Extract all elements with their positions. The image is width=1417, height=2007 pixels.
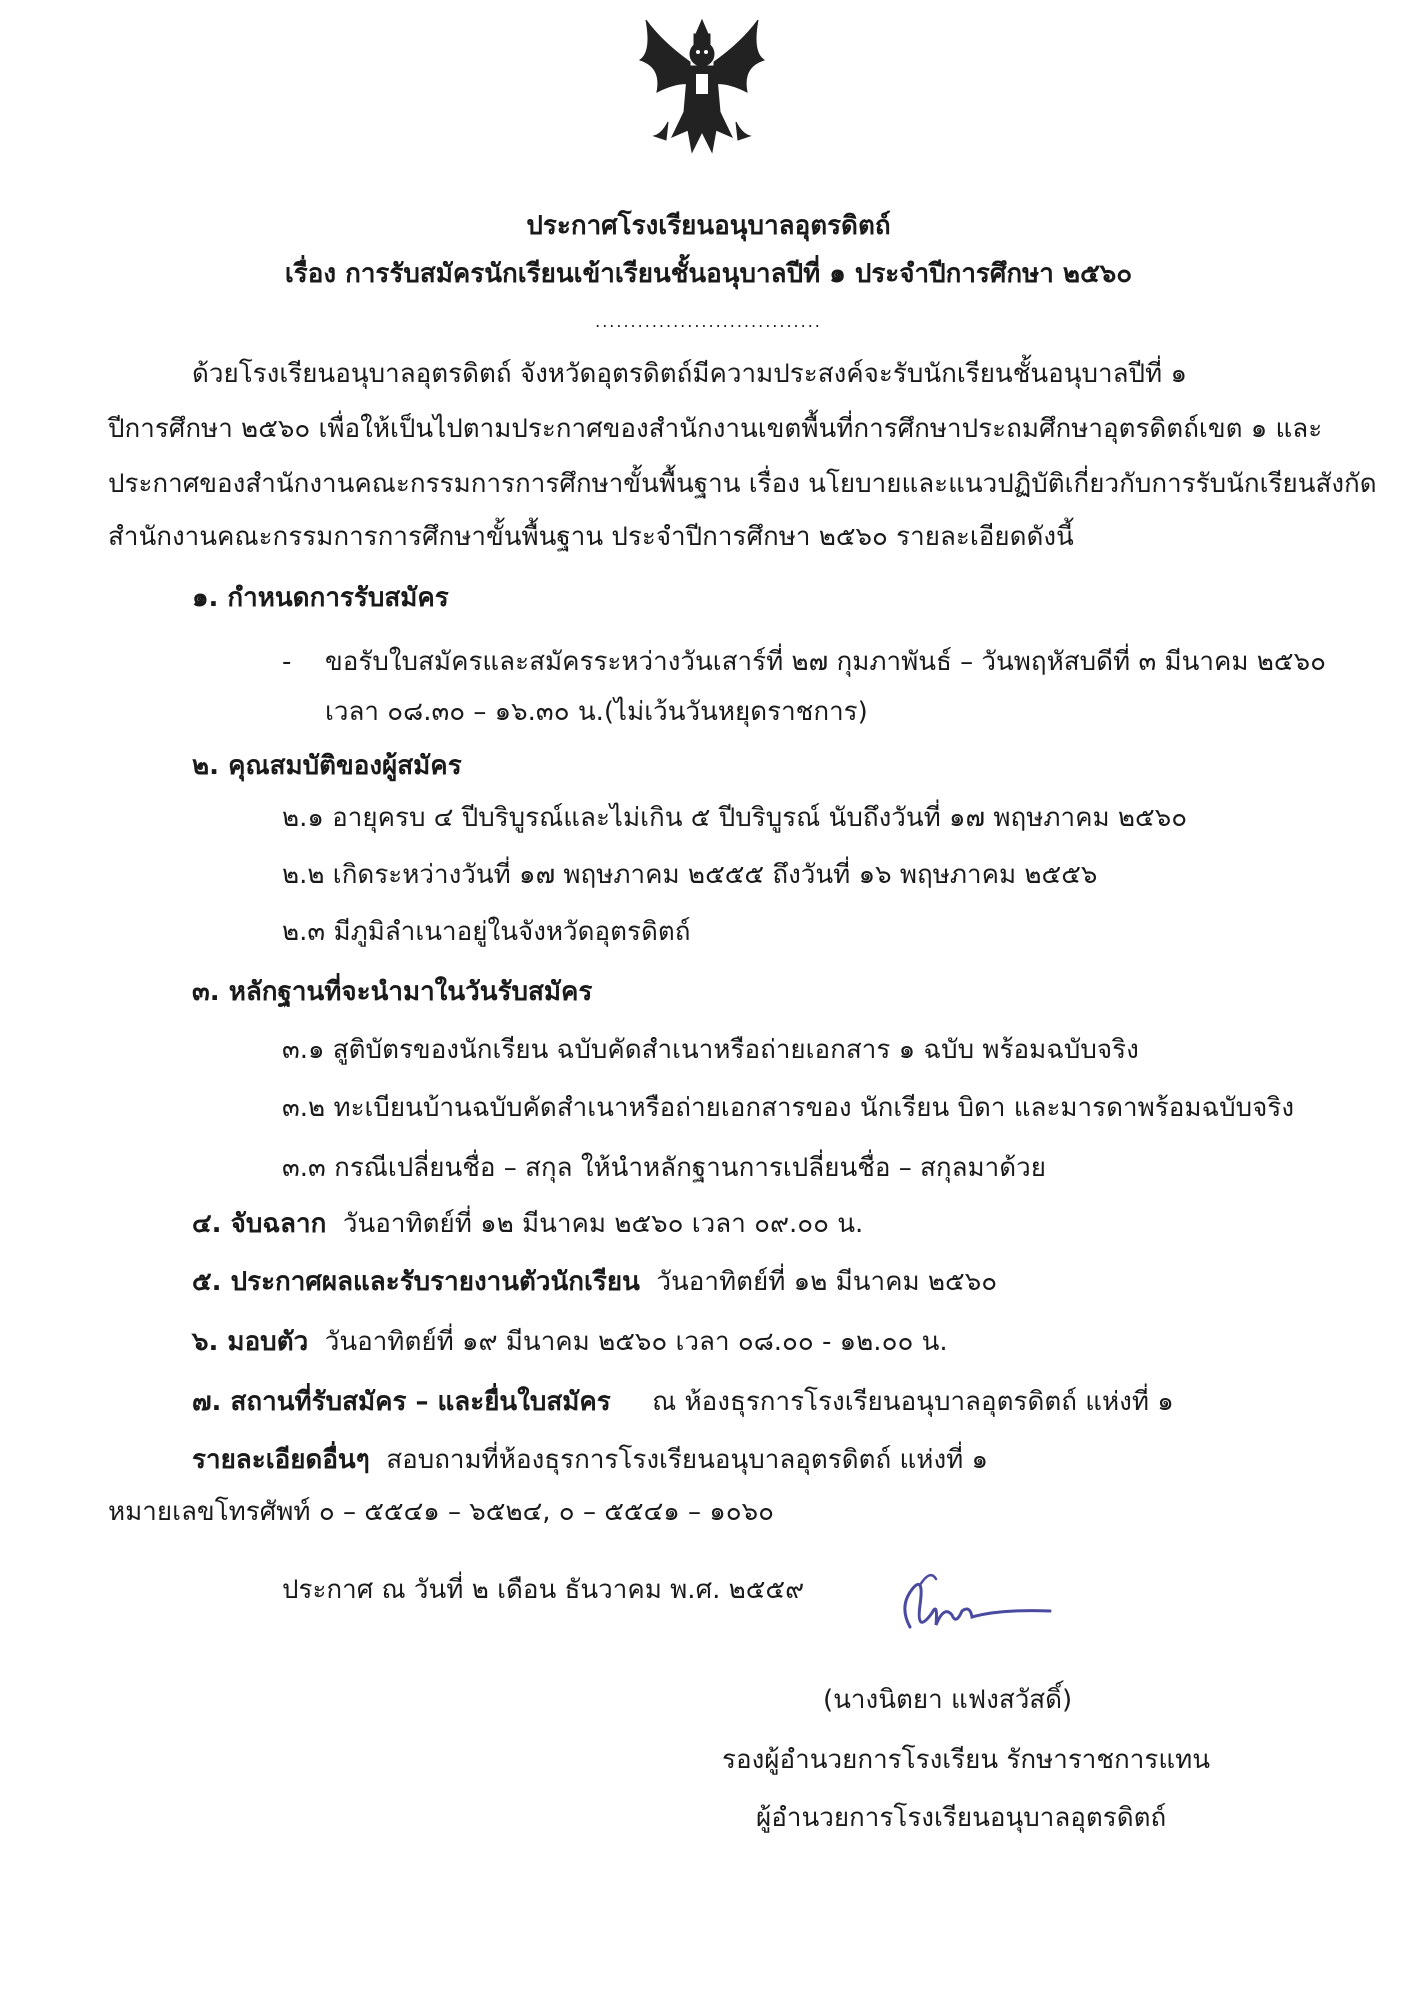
- section-1-line-1: ขอรับใบสมัครและสมัครระหว่างวันเสาร์ที่ ๒๗ กุมภาพันธ์ – วันพฤหัสบดีที่ ๓ มีนาคม ๒๕๖๐: [325, 647, 1326, 677]
- section-1-heading: ๑. กำหนดการรับสมัคร: [192, 583, 449, 613]
- signatory-name: (นางนิตยา แฟงสวัสดิ์): [823, 1685, 1073, 1715]
- section-6: [192, 1324, 948, 1360]
- section-4: [192, 1206, 863, 1242]
- garuda-emblem-icon: [632, 12, 772, 162]
- details-heading: รายละเอียดอื่นๆ: [192, 1445, 370, 1475]
- header-divider: ................................: [595, 312, 822, 331]
- announce-date: ประกาศ ณ วันที่ ๒ เดือน ธันวาคม พ.ศ. ๒๕๕๙: [282, 1575, 805, 1605]
- section-4-text: วันอาทิตย์ที่ ๑๒ มีนาคม ๒๕๖๐ เวลา ๐๙.๐๐ น.: [342, 1209, 864, 1239]
- section-3-item: ๓.๑ สูติบัตรของนักเรียน ฉบับคัดสำเนาหรือถ่ายเอกสาร ๑ ฉบับ พร้อมฉบับจริง: [282, 1035, 1139, 1065]
- section-2-item: ๒.๑ อายุครบ ๔ ปีบริบูรณ์และไม่เกิน ๕ ปีบริบูรณ์ นับถึงวันที่ ๑๗ พฤษภาคม ๒๕๖๐: [282, 803, 1188, 833]
- section-5: [192, 1264, 997, 1300]
- section-7-heading: ๗. สถานที่รับสมัคร – และยื่นใบสมัคร: [192, 1387, 611, 1417]
- details-phone: หมายเลขโทรศัพท์ ๐ – ๕๕๔๑ – ๖๕๒๔, ๐ – ๕๕๔๑ – ๑๐๖๐: [108, 1497, 775, 1527]
- intro-line-2: ปีการศึกษา ๒๕๖๐ เพื่อให้เป็นไปตามประกาศของสำนักงานเขตพื้นที่การศึกษาประถมศึกษาอุตรดิตถ์เขต ๑ และ: [108, 414, 1323, 444]
- section-5-text: วันอาทิตย์ที่ ๑๒ มีนาคม ๒๕๖๐: [656, 1267, 998, 1297]
- section-1-line-2: เวลา ๐๘.๓๐ – ๑๖.๓๐ น.(ไม่เว้นวันหยุดราชการ): [325, 697, 868, 727]
- page-title: ประกาศโรงเรียนอนุบาลอุตรดิตถ์: [526, 211, 891, 241]
- section-6-text: วันอาทิตย์ที่ ๑๙ มีนาคม ๒๕๖๐ เวลา ๐๘.๐๐ - ๑๒.๐๐ น.: [324, 1327, 948, 1357]
- details-line: [192, 1442, 988, 1478]
- page-subject: เรื่อง การรับสมัครนักเรียนเข้าเรียนชั้นอนุบาลปีที่ ๑ ประจำปีการศึกษา ๒๕๖๐: [284, 259, 1133, 289]
- section-3-heading: ๓. หลักฐานที่จะนำมาในวันรับสมัคร: [192, 977, 593, 1007]
- intro-line-4: สำนักงานคณะกรรมการการศึกษาขั้นพื้นฐาน ประจำปีการศึกษา ๒๕๖๐ รายละเอียดดังนี้: [108, 522, 1074, 552]
- details-text: สอบถามที่ห้องธุรการโรงเรียนอนุบาลอุตรดิตถ์ แห่งที่ ๑: [386, 1445, 989, 1475]
- section-3-item: ๓.๓ กรณีเปลี่ยนชื่อ – สกุล ให้นำหลักฐานการเปลี่ยนชื่อ – สกุลมาด้วย: [282, 1153, 1047, 1183]
- section-3-item: ๓.๒ ทะเบียนบ้านฉบับคัดสำเนาหรือถ่ายเอกสารของ นักเรียน บิดา และมารดาพร้อมฉบับจริง: [282, 1093, 1295, 1123]
- section-5-heading: ๕. ประกาศผลและรับรายงานตัวนักเรียน: [192, 1267, 640, 1297]
- signatory-position-1: รองผู้อำนวยการโรงเรียน รักษาราชการแทน: [722, 1745, 1211, 1775]
- section-2-item: ๒.๓ มีภูมิลำเนาอยู่ในจังหวัดอุตรดิตถ์: [282, 917, 691, 947]
- intro-line-3: ประกาศของสำนักงานคณะกรรมการการศึกษาขั้นพื้นฐาน เรื่อง นโยบายและแนวปฏิบัติเกี่ยวกับการรับนักเรียนสังกัด: [108, 469, 1377, 499]
- intro-line-1: ด้วยโรงเรียนอนุบาลอุตรดิตถ์ จังหวัดอุตรดิตถ์มีความประสงค์จะรับนักเรียนชั้นอนุบาลปีที่ ๑: [192, 359, 1187, 389]
- section-2-item: ๒.๒ เกิดระหว่างวันที่ ๑๗ พฤษภาคม ๒๕๕๕ ถึงวันที่ ๑๖ พฤษภาคม ๒๕๕๖: [282, 860, 1098, 890]
- section-6-heading: ๖. มอบตัว: [192, 1327, 309, 1357]
- signatory-position-2: ผู้อำนวยการโรงเรียนอนุบาลอุตรดิตถ์: [756, 1803, 1167, 1833]
- signature-image: [880, 1565, 1060, 1645]
- section-7: [192, 1384, 1174, 1420]
- section-7-text: ณ ห้องธุรการโรงเรียนอนุบาลอุตรดิตถ์ แห่งที่ ๑: [652, 1387, 1174, 1417]
- section-4-heading: ๔. จับฉลาก: [192, 1209, 327, 1239]
- section-1-bullet: -: [282, 647, 292, 677]
- section-2-heading: ๒. คุณสมบัติของผู้สมัคร: [192, 751, 462, 781]
